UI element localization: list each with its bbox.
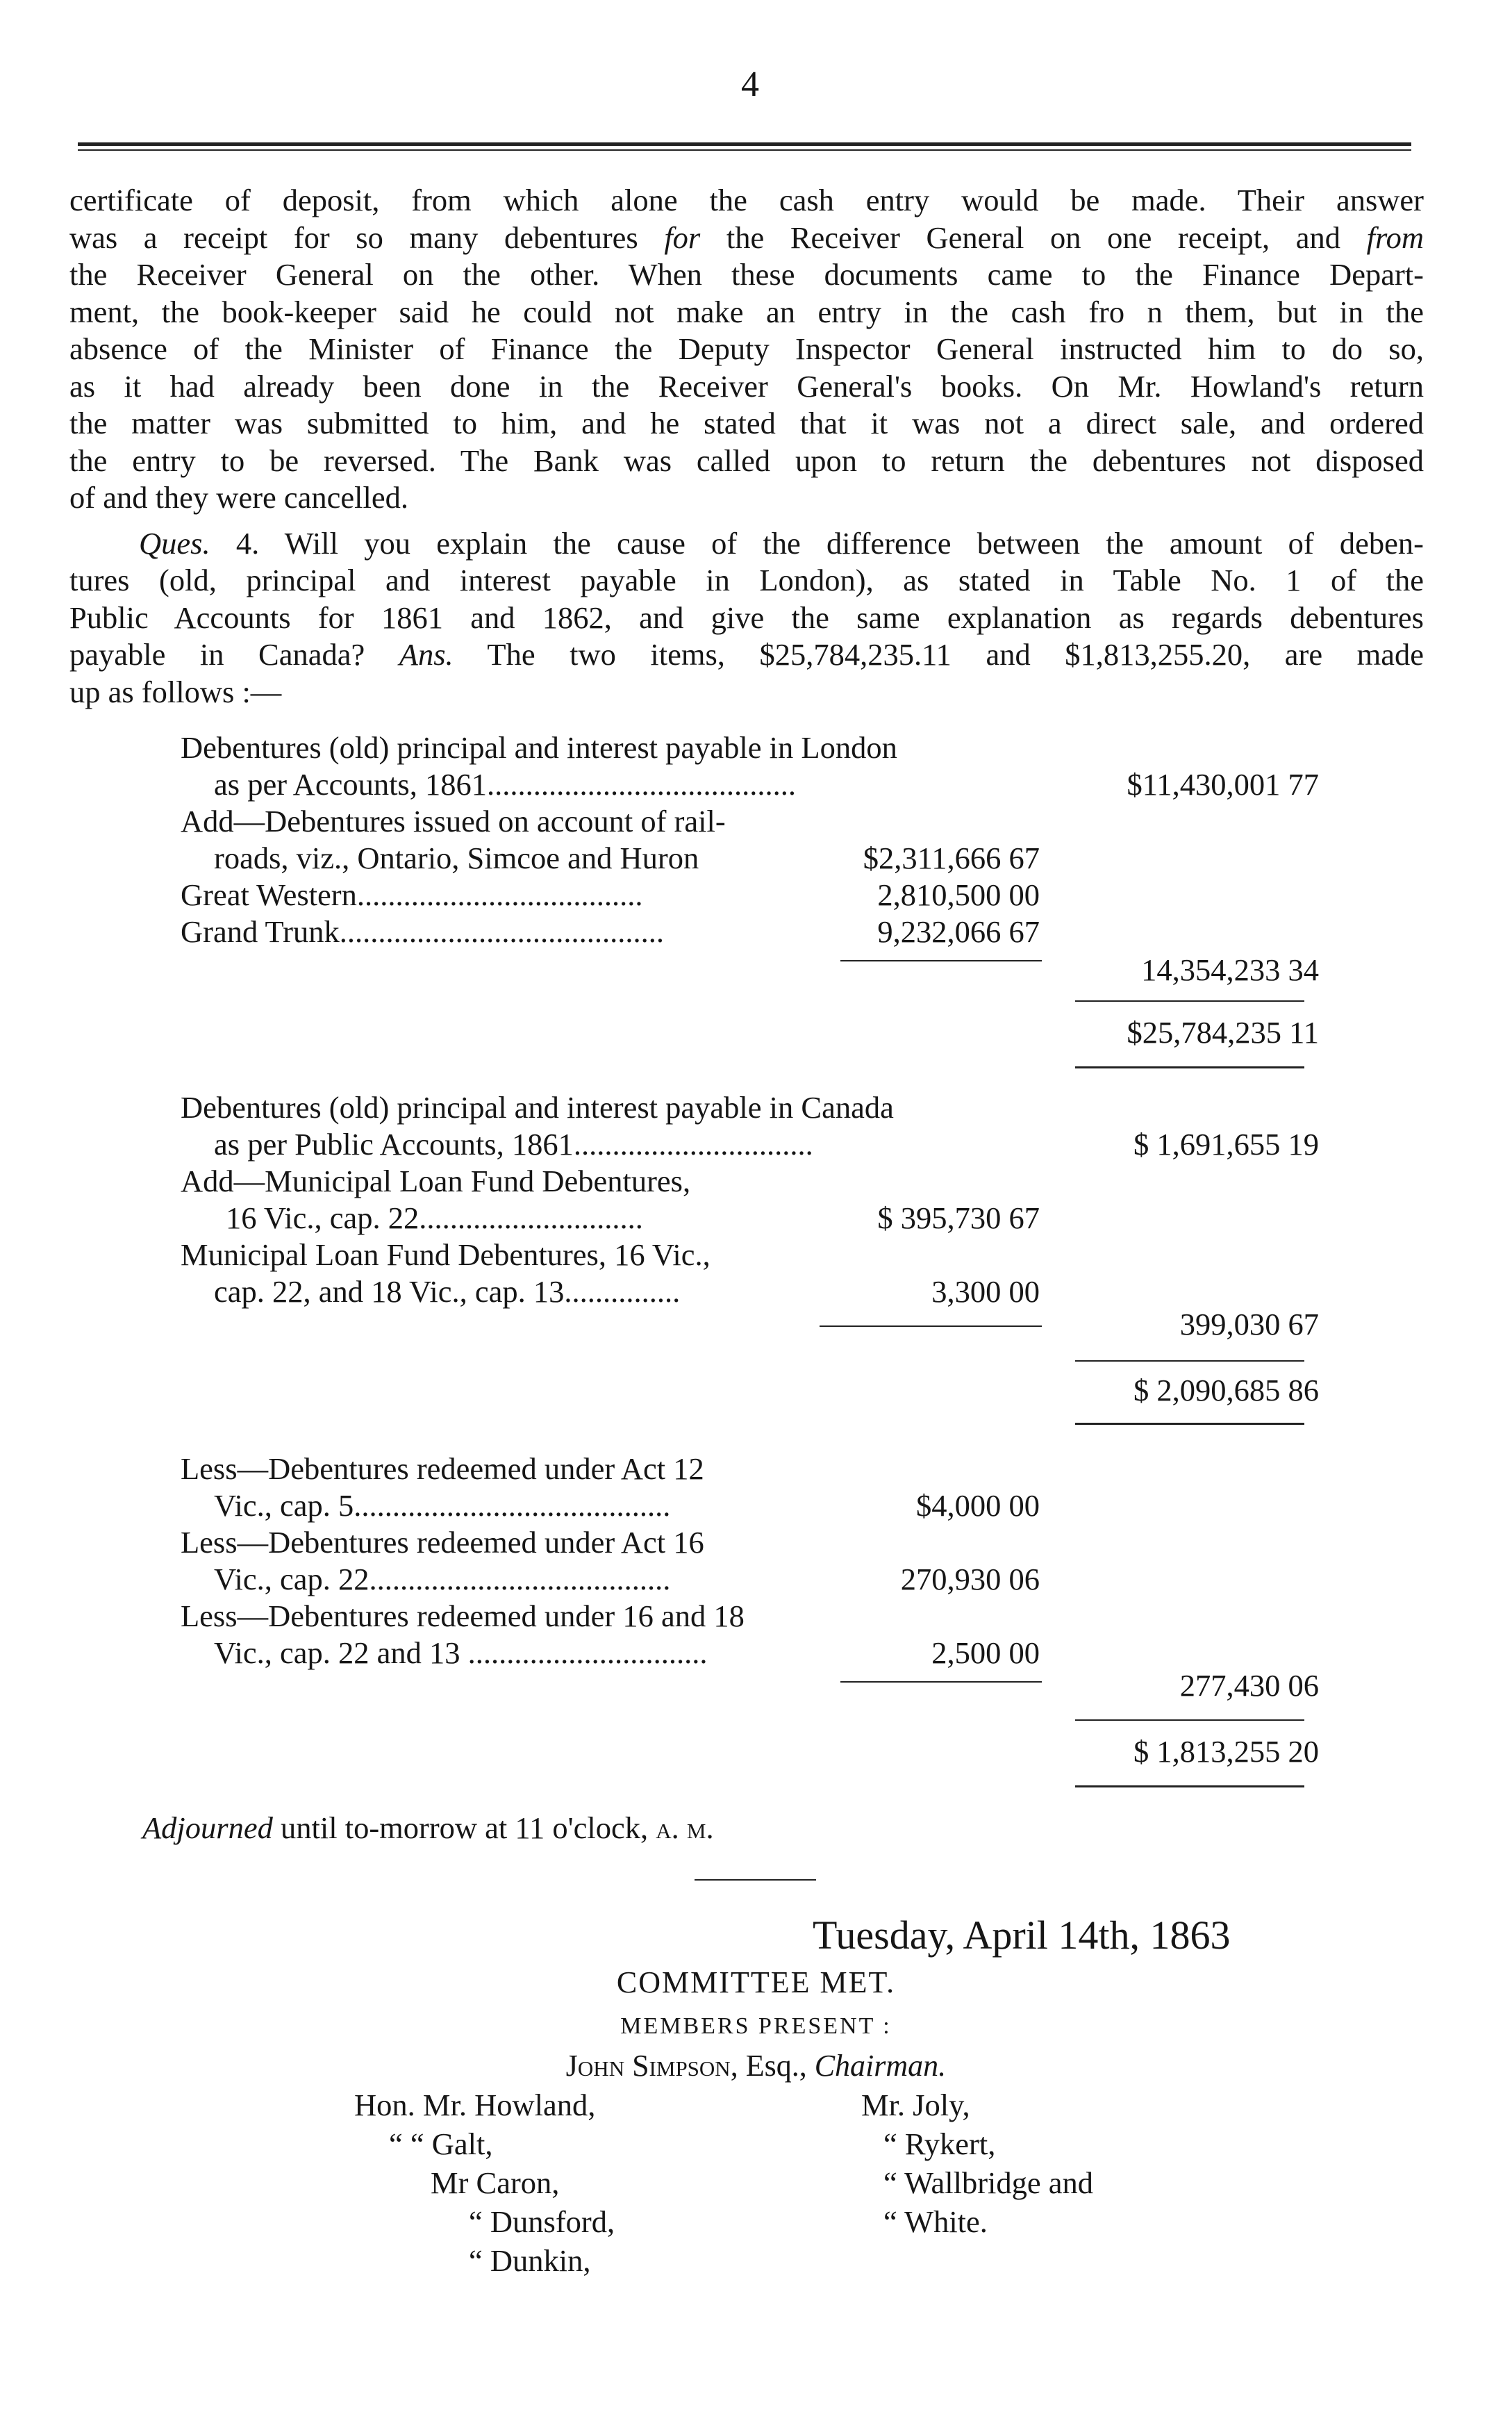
amount-inner-column: 270,930 06 xyxy=(900,1562,1040,1596)
paragraph-line: the entry to be reversed. The Bank was called upon to return the debentures not disposed xyxy=(69,443,1424,478)
paragraph-line: the Receiver General on the other. When these documents came to the Finance Depart- xyxy=(69,257,1424,292)
table-line: Vic., cap. 22 and 13 ............................... xyxy=(214,1635,708,1670)
member-name: Hon. Mr. Howland, xyxy=(354,2088,596,2122)
text-run: the Receiver General on one receipt, and xyxy=(700,220,1367,255)
member-name: Mr. Joly, xyxy=(861,2088,970,2122)
table-line: Less—Debentures redeemed under Act 16 xyxy=(181,1525,704,1560)
text-run: The two items, $25,784,235.11 and $1,813,255.20, are made xyxy=(453,637,1424,672)
sum-rule xyxy=(1075,1360,1304,1362)
sum-rule xyxy=(840,960,1042,961)
members-present-heading: MEMBERS PRESENT : xyxy=(620,2013,892,2039)
table-line: Debentures (old) principal and interest payable in London xyxy=(181,730,897,765)
member-name: “ Wallbridge and xyxy=(883,2165,1094,2200)
text-run: until to-morrow at 11 o'clock, xyxy=(272,1810,656,1845)
total-rule xyxy=(1075,1785,1304,1787)
paragraph-line: Public Accounts for 1861 and 1862, and give the same explanation as regards debentures xyxy=(69,600,1424,635)
table-line: Great Western..................................... xyxy=(181,877,643,912)
text-run: payable in Canada? xyxy=(69,637,399,672)
subtotal-amount: 399,030 67 xyxy=(1179,1307,1319,1341)
amount-inner-column: 3,300 00 xyxy=(931,1274,1040,1309)
committee-heading: COMMITTEE MET. xyxy=(616,1965,896,1999)
table-line: Less—Debentures redeemed under 16 and 18 xyxy=(181,1599,745,1633)
amount-inner-column: $4,000 00 xyxy=(916,1488,1040,1523)
paragraph-line: certificate of deposit, from which alone the cash entry would be made. Their answer xyxy=(69,183,1424,217)
amount-inner-column: 2,810,500 00 xyxy=(877,877,1040,912)
total-rule xyxy=(1075,1066,1304,1068)
body-text xyxy=(69,182,1424,711)
amount-inner-column: $2,311,666 67 xyxy=(863,841,1040,875)
table-line: Vic., cap. 5......................................... xyxy=(214,1488,671,1523)
italic-word: Ans. xyxy=(399,637,454,672)
paragraph-line xyxy=(69,525,1424,563)
member-name: Mr Caron, xyxy=(431,2165,560,2200)
paragraph-line: up as follows :— xyxy=(69,674,282,709)
amount-inner-column: $ 395,730 67 xyxy=(877,1200,1040,1235)
italic-word: Ques. xyxy=(139,525,210,561)
header-rule-thin xyxy=(78,149,1411,151)
italic-word: for xyxy=(664,220,701,255)
member-name: “ Rykert, xyxy=(883,2126,996,2161)
paragraph-line: as it had already been done in the Receiver General's books. On Mr. Howland's return xyxy=(69,368,1424,404)
table-line: Grand Trunk.......................................... xyxy=(181,914,664,949)
table-line: cap. 22, and 18 Vic., cap. 13............... xyxy=(214,1274,681,1309)
paragraph-line xyxy=(69,220,1424,257)
member-name: “ Dunkin, xyxy=(469,2243,591,2278)
chair-name: John Simpson xyxy=(565,2049,731,2083)
subtotal-amount: 277,430 06 xyxy=(1179,1668,1319,1703)
chair-title: Chairman. xyxy=(814,2049,947,2083)
table-line: Less—Debentures redeemed under Act 12 xyxy=(181,1451,704,1486)
table-line: 16 Vic., cap. 22............................. xyxy=(226,1200,643,1235)
table-line: as per Public Accounts, 1861............................... xyxy=(214,1127,813,1162)
total-amount: $25,784,235 11 xyxy=(1127,1015,1319,1050)
member-name: “ White. xyxy=(883,2204,988,2239)
italic-word: Adjourned xyxy=(142,1810,273,1845)
sum-rule xyxy=(1075,1000,1304,1002)
amount-inner-column: 9,232,066 67 xyxy=(877,914,1040,949)
amount-total-column: $11,430,001 77 xyxy=(1127,767,1319,802)
text-run: 4. Will you explain the cause of the difference between the amount of deben- xyxy=(210,525,1424,561)
text-run: a. m. xyxy=(656,1810,714,1845)
paragraph-line: ment, the book-keeper said he could not make an entry in the cash fro n them, but in the xyxy=(69,294,1424,329)
amount-total-column: $ 1,691,655 19 xyxy=(1133,1127,1319,1162)
adjourned-line xyxy=(142,1810,714,1847)
chairman-line xyxy=(0,2048,1512,2083)
table-line: Add—Debentures issued on account of rail- xyxy=(181,804,726,839)
paragraph-line: the matter was submitted to him, and he stated that it was not a direct sale, and ordered xyxy=(69,406,1424,440)
table-line: Municipal Loan Fund Debentures, 16 Vic., xyxy=(181,1237,711,1272)
paragraph-line: of and they were cancelled. xyxy=(69,480,409,515)
paragraph-line xyxy=(69,636,1424,674)
total-amount: $ 1,813,255 20 xyxy=(1133,1734,1319,1769)
table-line: as per Accounts, 1861........................................ xyxy=(214,767,797,802)
sum-rule xyxy=(840,1681,1042,1683)
total-amount: $ 2,090,685 86 xyxy=(1133,1373,1319,1407)
page-number: 4 xyxy=(741,65,759,104)
table-line: Vic., cap. 22....................................... xyxy=(214,1562,671,1596)
sum-rule xyxy=(820,1325,1042,1327)
amount-inner-column: 2,500 00 xyxy=(931,1635,1040,1670)
italic-word: from xyxy=(1366,220,1424,255)
header-rule xyxy=(78,142,1411,146)
table-line: Debentures (old) principal and interest payable in Canada xyxy=(181,1090,894,1125)
sum-rule xyxy=(1075,1719,1304,1721)
meeting-date: Tuesday, April 14th, 1863 xyxy=(813,1913,1231,1958)
total-rule xyxy=(1075,1423,1304,1425)
paragraph-line: tures (old, principal and interest payable in London), as stated in Table No. 1 of the xyxy=(69,563,1424,597)
paragraph-line: absence of the Minister of Finance the Deputy Inspector General instructed him to do so, xyxy=(69,331,1424,366)
member-name: “ “ Galt, xyxy=(389,2126,493,2161)
member-name: “ Dunsford, xyxy=(469,2204,615,2239)
text-run: , Esq., xyxy=(730,2049,815,2083)
table-line: roads, viz., Ontario, Simcoe and Huron xyxy=(214,841,699,875)
section-divider xyxy=(695,1879,816,1881)
table-line: Add—Municipal Loan Fund Debentures, xyxy=(181,1164,691,1198)
subtotal-amount: 14,354,233 34 xyxy=(1141,952,1319,987)
text-run: was a receipt for so many debentures xyxy=(69,220,665,255)
